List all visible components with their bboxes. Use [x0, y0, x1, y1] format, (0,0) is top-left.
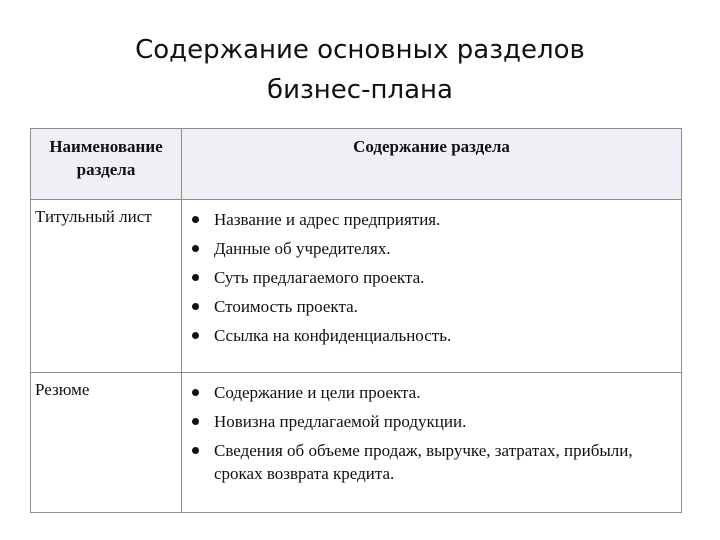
bullet-list — [188, 381, 677, 485]
section-content-cell — [182, 200, 682, 373]
table-row — [31, 200, 682, 373]
bullet-icon — [192, 274, 199, 281]
section-content-cell — [182, 373, 682, 513]
list-item: Суть предлагаемого проекта. — [188, 266, 677, 289]
sections-table — [30, 128, 682, 513]
title-line-2: бизнес-плана — [267, 75, 453, 105]
section-name-cell: Титульный лист — [31, 200, 182, 373]
bullet-icon — [192, 418, 199, 425]
bullet-icon — [192, 216, 199, 223]
header-section-name: Наименование раздела — [31, 129, 182, 200]
bullet-icon — [192, 389, 199, 396]
header-section-content: Содержание раздела — [182, 129, 682, 200]
list-item: Содержание и цели проекта. — [188, 381, 677, 404]
title-line-1: Содержание основных разделов — [135, 35, 585, 65]
list-item: Новизна предлагаемой продукции. — [188, 410, 677, 433]
bullet-icon — [192, 332, 199, 339]
bullet-icon — [192, 245, 199, 252]
section-name-cell: Резюме — [31, 373, 182, 513]
table-row — [31, 373, 682, 513]
bullet-list — [188, 208, 677, 347]
list-item: Стоимость проекта. — [188, 295, 677, 318]
bullet-icon — [192, 303, 199, 310]
list-item: Ссылка на конфиденциальность. — [188, 324, 677, 347]
list-item: Данные об учредителях. — [188, 237, 677, 260]
list-item: Название и адрес предприятия. — [188, 208, 677, 231]
bullet-icon — [192, 447, 199, 454]
slide-title — [0, 30, 720, 110]
list-item: Сведения об объеме продаж, выручке, затратах, прибыли, сроках возврата кредита. — [188, 439, 677, 485]
table-header-row — [31, 129, 682, 200]
